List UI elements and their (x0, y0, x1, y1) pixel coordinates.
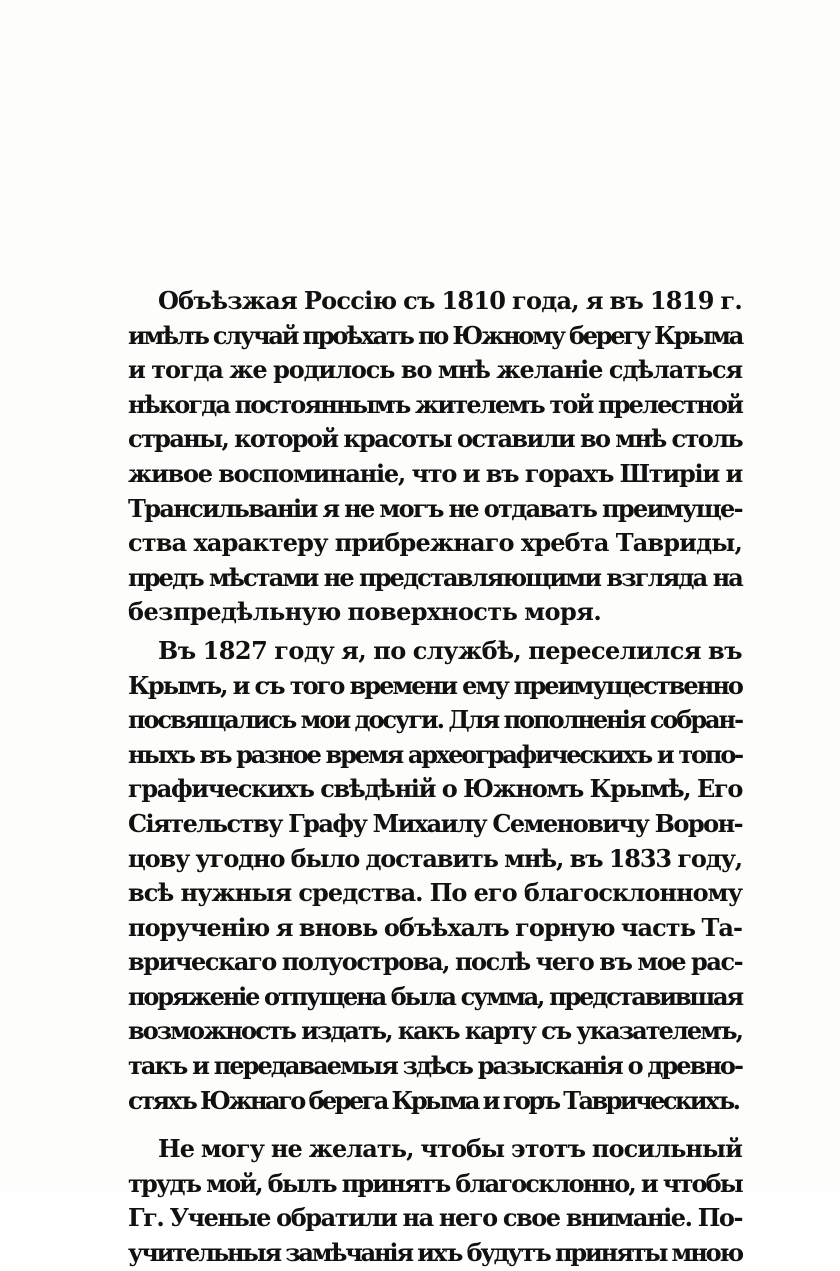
text-line: порученію я вновь объѣхалъ горную часть Та- (128, 912, 742, 942)
text-line: всѣ нужныя средства. По его благосклонному (128, 878, 742, 908)
paragraph-2 (128, 634, 742, 1118)
text-line: ныхъ въ разное время археографическихъ и топо- (128, 739, 742, 769)
text-line: цову угодно было доставить мнѣ, въ 1833 году, (128, 843, 742, 873)
text-line: стяхъ Южнаго берега Крыма и горъ Таврическихъ. (128, 1085, 739, 1115)
text-line: Крымъ, и съ того времени ему преимущественно (128, 670, 742, 700)
text-line: Объѣзжая Россію съ 1810 года, я въ 1819 г. (158, 286, 742, 315)
paragraph-spacer (128, 1118, 742, 1132)
text-line: графическихъ свѣдѣній о Южномъ Крымѣ, Его (128, 774, 742, 804)
text-line: предъ мѣстами не представляющими взгляда на (128, 562, 742, 592)
text-line: трудъ мой, былъ принятъ благосклонно, и чтобы (128, 1168, 742, 1198)
text-line: живое воспоминаніе, что и въ горахъ Штиріи и (128, 458, 742, 488)
text-line: безпредѣльную поверхность моря. (128, 597, 602, 627)
text-line: поряженіе отпущена была сумма, представившая (128, 981, 742, 1011)
paragraph-1 (128, 284, 742, 630)
text-line: Въ 1827 году я, по службѣ, переселился въ (158, 635, 742, 665)
text-line: и тогда же родилось во мнѣ желаніе сдѣлаться (128, 355, 742, 385)
text-line: Сіятельству Графу Михаилу Семеновичу Ворон- (128, 808, 742, 838)
text-body (128, 284, 742, 1271)
text-line: возможность издать, какъ карту съ указателемъ, (128, 1016, 742, 1046)
text-line: ства характеру прибрежнаго хребта Тавриды, (128, 528, 742, 558)
text-line: Не могу не желать, чтобы этотъ посильный (158, 1134, 742, 1164)
text-line: нѣкогда постояннымъ жителемъ той прелестной (128, 389, 743, 419)
text-line: посвящались мои досуги. Для пополненія собран- (128, 705, 742, 735)
text-line: врическаго полуострова, послѣ чего въ мое рас- (128, 947, 743, 977)
text-line: Гг. Ученые обратили на него свое вниманіе. По- (128, 1203, 742, 1233)
text-line: имѣлъ случай проѣхать по Южному берегу Крыма (128, 320, 742, 350)
text-line: страны, которой красоты оставили во мнѣ столь (128, 424, 742, 454)
text-line: такъ и передаваемыя здѣсь разысканія о древно- (128, 1051, 742, 1081)
paragraph-3 (128, 1132, 742, 1270)
text-line: учительныя замѣчанія ихъ будутъ приняты мною (128, 1238, 742, 1268)
text-line: Трансильваніи я не могъ не отдавать преимуще- (128, 493, 742, 523)
